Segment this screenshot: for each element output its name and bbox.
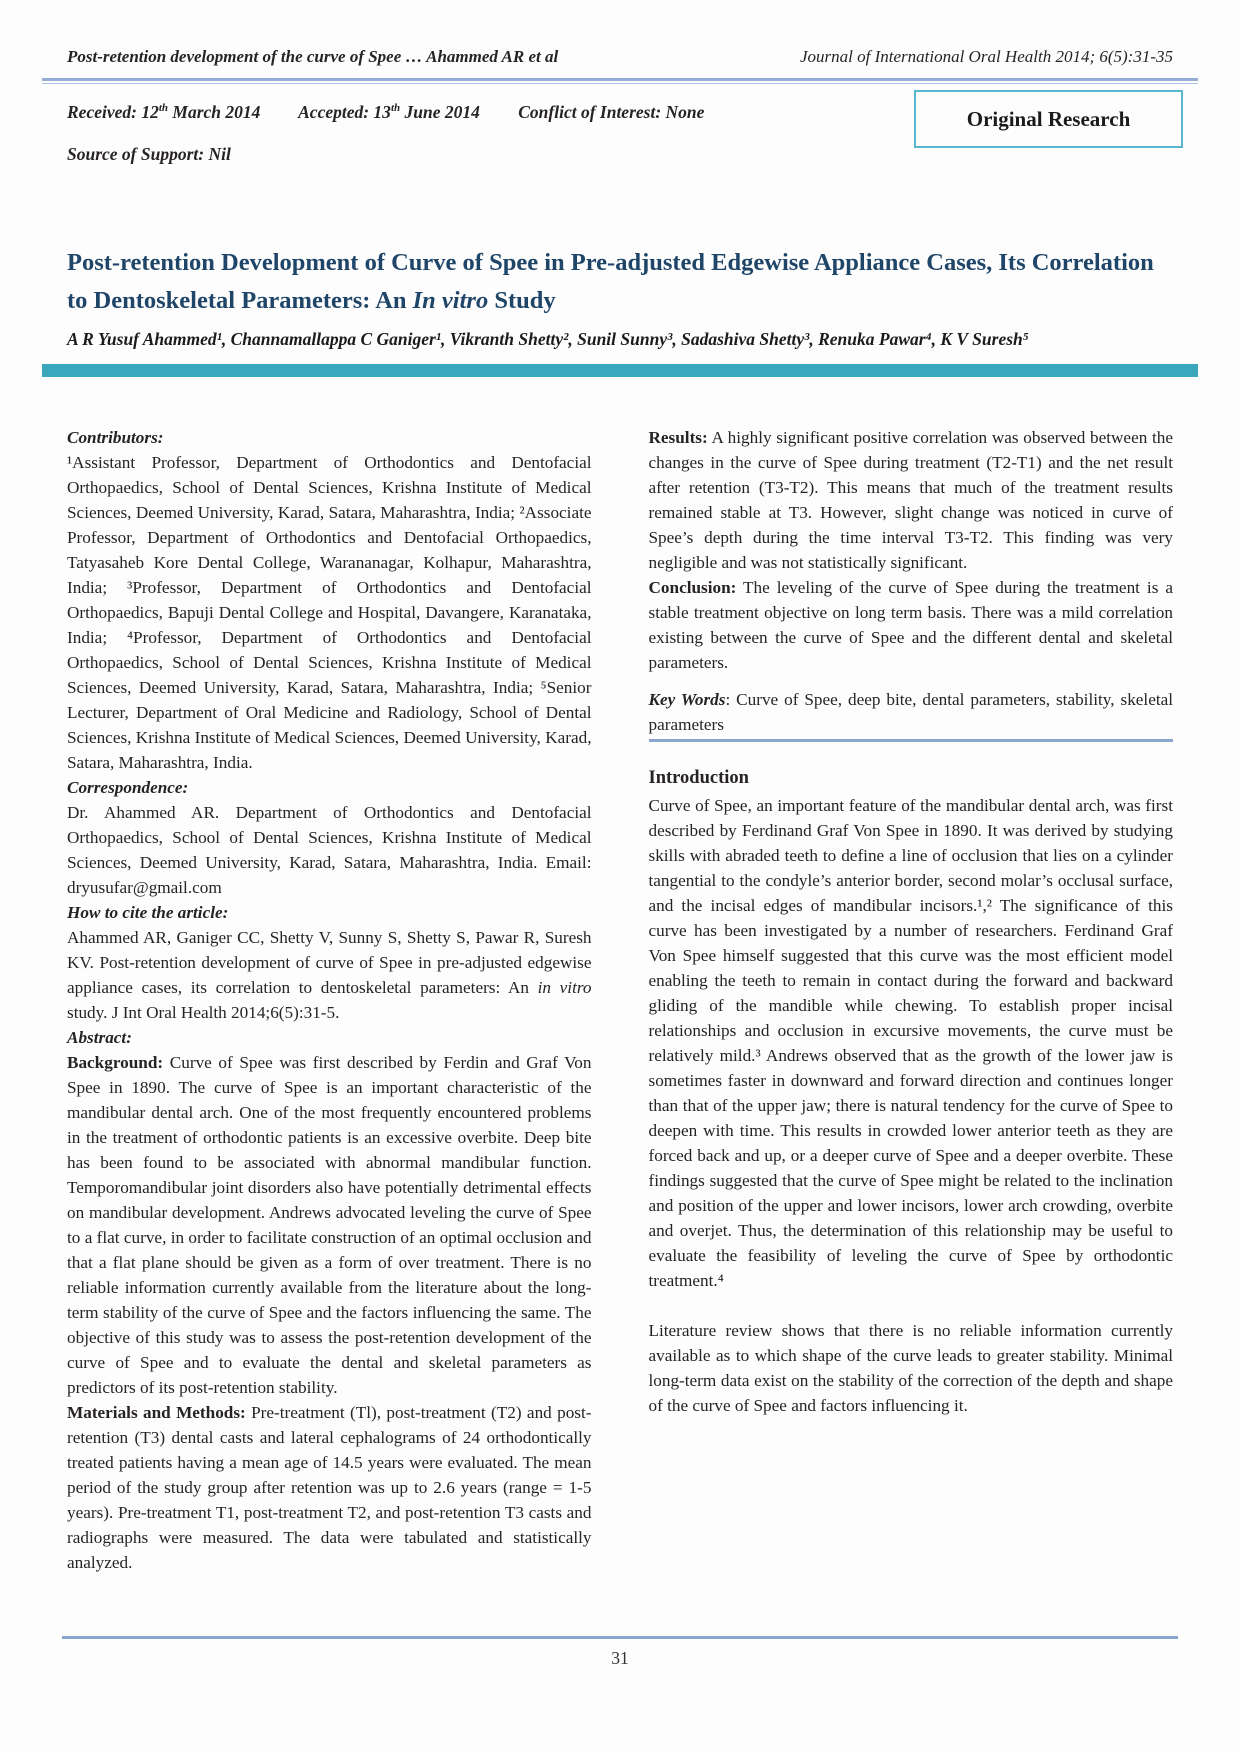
received-date: Received: 12th March 2014 bbox=[67, 101, 261, 122]
abstract-label: Abstract: bbox=[67, 1028, 132, 1047]
running-title: Post-retention development of the curve of Spee … Ahammed AR et al bbox=[67, 47, 559, 66]
page-number: 31 bbox=[611, 1648, 629, 1668]
article-meta bbox=[67, 96, 1173, 214]
section-divider bbox=[649, 739, 1174, 742]
abstract-methods: Materials and Methods: Pre-treatment (Tl), post-treatment (T2) and post-retention (T3) dental casts and lateral cephalograms of 24 orthodontically treated patients having a mean age of 14.5 years were evaluated. The mean period of the study group after retention was up to 2.6 years (range = 1-5 years). Pre-treatment T1, post-treatment T2, and post-retention T3 casts and radiographs were measured. The data were tabulated and statistically analyzed. bbox=[67, 1403, 592, 1572]
author-list: A R Yusuf Ahammed¹, Channamallappa C Ganiger¹, Vikranth Shetty², Sunil Sunny³, Sadashiva Shetty³, Renuka Pawar⁴, K V Suresh⁵ bbox=[67, 329, 1029, 349]
article-title: Post-retention Development of Curve of Spee in Pre-adjusted Edgewise Appliance Cases, Its Correlation to Dentoskeletal Parameters: An In vitro Study bbox=[67, 249, 1154, 314]
header-rule bbox=[42, 78, 1198, 84]
source-of-support: Source of Support: Nil bbox=[67, 143, 231, 164]
correspondence-text: Dr. Ahammed AR. Department of Orthodontics and Dentofacial Orthopaedics, School of Dental Sciences, Krishna Institute of Medical Sciences, Deemed University, Karad, Satara, Maharashtra, India. Email: dryusufar@gmail.com bbox=[67, 803, 592, 897]
abstract-conclusion: Conclusion: The leveling of the curve of Spee during the treatment is a stable treatment objective on long term basis. There was a mild correlation existing between the curve of Spee and the different dental and skeletal parameters. bbox=[648, 578, 1173, 672]
article-body bbox=[67, 425, 1173, 1575]
left-column bbox=[67, 425, 592, 1575]
how-to-cite-label: How to cite the article: bbox=[67, 903, 229, 922]
how-to-cite-text: Ahammed AR, Ganiger CC, Shetty V, Sunny S, Shetty S, Pawar R, Suresh KV. Post-retention development of curve of Spee in pre-adjusted edgewise appliance cases, its correlation to dentoskeletal parameters: An in vitro study. J Int Oral Health 2014;6(5):31-5. bbox=[67, 928, 592, 1022]
contributors-label: Contributors: bbox=[67, 428, 164, 447]
page-header bbox=[67, 46, 1173, 68]
introduction-heading: Introduction bbox=[648, 768, 749, 788]
right-column bbox=[649, 425, 1174, 1575]
accepted-date: Accepted: 13th June 2014 bbox=[298, 101, 480, 122]
introduction-paragraph-2: Literature review shows that there is no reliable information currently available as to which shape of the curve leads to greater stability. Minimal long-term data exist on the stability of the correction of the depth and shape of the curve of Spee and factors influencing it. bbox=[648, 1321, 1173, 1415]
introduction-paragraph-1: Curve of Spee, an important feature of the mandibular dental arch, was first described by Ferdinand Graf Von Spee in 1890. It was derived by studying skills with abraded teeth to define a line of occlusion that lies on a cylinder tangential to the condyle’s anterior border, second molar’s occlusal surface, and the incisal edges of mandibular incisors.¹,² The significance of this curve has been investigated by a number of researchers. Ferdinand Graf Von Spee himself suggested that this curve was the most efficient model enabling the teeth to remain in contact during the forward and backward gliding of the mandible while chewing. To establish proper incisal relationships and occlusion in excursive movements, the curve must be relatively mild.³ Andrews observed that as the growth of the lower jaw is sometimes faster in downward and forward direction and continues longer than that of the upper jaw; there is natural tendency for the curve of Spee to deepen with time. This results in crowded lower anterior teeth as they are forced back and up, or a deeper curve of Spee and a deeper overbite. These findings suggested that the curve of Spee might be related to the inclination and position of the upper and lower incisors, lower arch crowding, overbite and overjet. Thus, the determination of this relationship may be useful to evaluate the feasibility of leveling the curve of Spee by orthodontic treatment.⁴ bbox=[648, 796, 1173, 1290]
abstract-results: Results: A highly significant positive correlation was observed between the changes in the curve of Spee during treatment (T2-T1) and the net result after retention (T3-T2). This means that much of the treatment results remained stable at T3. However, slight change was noticed in curve of Spee’s depth during the time interval T3-T2. This finding was very negligible and was not statistically significant. bbox=[648, 428, 1173, 572]
correspondence-label: Correspondence: bbox=[67, 778, 189, 797]
original-research-badge: Original Research bbox=[914, 90, 1183, 148]
footer-rule bbox=[62, 1636, 1178, 1639]
conflict-of-interest: Conflict of Interest: None bbox=[518, 101, 705, 122]
journal-reference: Journal of International Oral Health 2014; 6(5):31-35 bbox=[799, 47, 1173, 66]
keywords: Key Words: Curve of Spee, deep bite, dental parameters, stability, skeletal parameters bbox=[648, 690, 1173, 734]
accent-bar bbox=[42, 364, 1198, 377]
abstract-background: Background: Curve of Spee was first described by Ferdin and Graf Von Spee in 1890. The curve of Spee is an important characteristic of the mandibular dental arch. One of the most frequently encountered problems in the treatment of orthodontic patients is an excessive overbite. Deep bite has been found to be associated with abnormal mandibular function. Temporomandibular joint disorders also have potentially detrimental effects on mandibular development. Andrews advocated leveling the curve of Spee to a flat curve, in order to facilitate construction of an optimal occlusion and that a flat plane should be given as a form of over treatment. There is no reliable information currently available from the literature about the long-term stability of the curve of Spee and the factors influencing the same. The objective of this study was to assess the post-retention development of the curve of Spee and to evaluate the dental and skeletal parameters as predictors of its post-retention stability. bbox=[67, 1053, 592, 1397]
contributors-text: ¹Assistant Professor, Department of Orthodontics and Dentofacial Orthopaedics, School of Dental Sciences, Krishna Institute of Medical Sciences, Deemed University, Karad, Satara, Maharashtra, India; ²Associate Professor, Department of Orthodontics and Dentofacial Orthopaedics, Tatyasaheb Kore Dental College, Warananagar, Kolhapur, Maharashtra, India; ³Professor, Department of Orthodontics and Dentofacial Orthopaedics, Bapuji Dental College and Hospital, Davangere, Karanataka, India; ⁴Professor, Department of Orthodontics and Dentofacial Orthopaedics, School of Dental Sciences, Krishna Institute of Medical Sciences, Deemed University, Karad, Satara, Maharashtra, India; ⁵Senior Lecturer, Department of Oral Medicine and Radiology, School of Dental Sciences, Krishna Institute of Medical Sciences, Deemed University, Karad, Satara, Maharashtra, India. bbox=[67, 453, 592, 772]
